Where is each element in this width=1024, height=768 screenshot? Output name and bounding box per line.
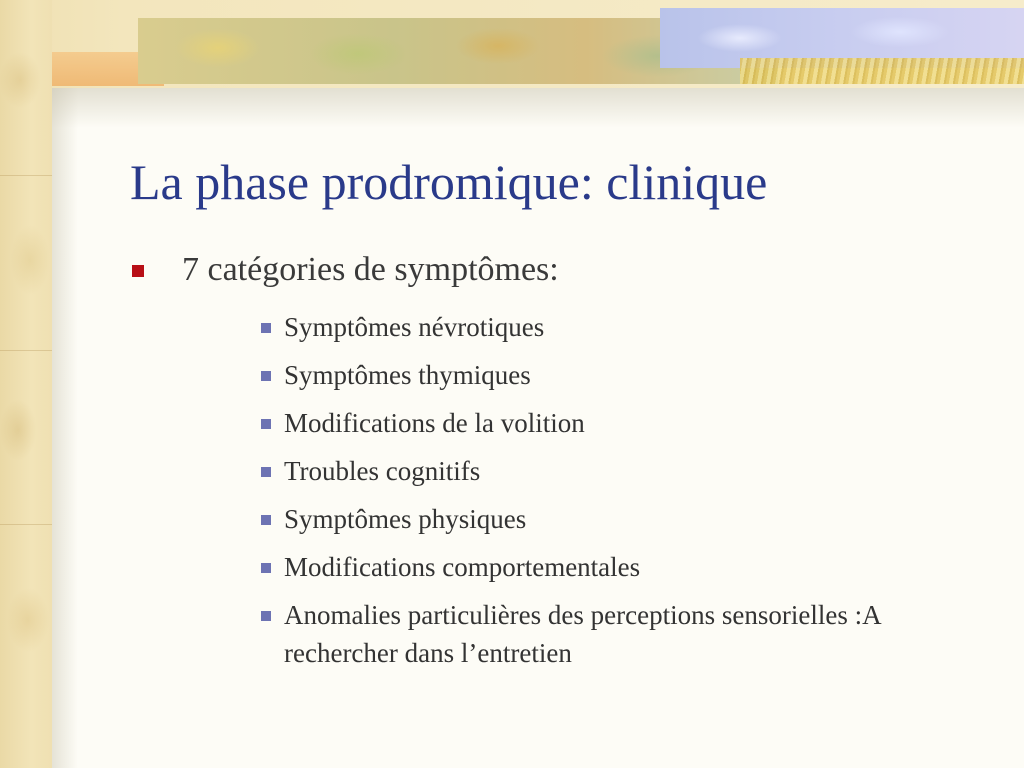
slide-title: La phase prodromique: clinique bbox=[130, 154, 768, 210]
decorative-banner bbox=[0, 0, 1024, 88]
left-shadow bbox=[52, 88, 78, 768]
strip-seam bbox=[0, 175, 52, 176]
list-item-text: Troubles cognitifs bbox=[284, 456, 481, 486]
banner-shadow bbox=[52, 88, 1024, 128]
square-bullet-icon bbox=[261, 467, 271, 477]
list-item-text: Anomalies particulières des perceptions sensorielles :A rechercher dans l’entretien bbox=[284, 600, 881, 668]
square-bullet-icon bbox=[261, 419, 271, 429]
list-item-text: Symptômes névrotiques bbox=[284, 312, 545, 342]
square-bullet-icon bbox=[261, 371, 271, 381]
square-bullet-icon bbox=[261, 323, 271, 333]
square-bullet-icon bbox=[261, 611, 271, 621]
level1-bullet-text: 7 catégories de symptômes: bbox=[182, 251, 559, 288]
square-bullet-icon bbox=[261, 563, 271, 573]
banner-grass-image bbox=[740, 58, 1024, 84]
list-item-text: Symptômes physiques bbox=[284, 504, 527, 534]
symptom-category-list bbox=[260, 308, 960, 682]
list-item bbox=[260, 404, 960, 442]
list-item-text: Modifications comportementales bbox=[284, 552, 641, 582]
list-item-text: Symptômes thymiques bbox=[284, 360, 531, 390]
list-item bbox=[260, 596, 960, 672]
list-item bbox=[260, 500, 960, 538]
list-item bbox=[260, 356, 960, 394]
list-item bbox=[260, 452, 960, 490]
list-item bbox=[260, 548, 960, 586]
strip-seam bbox=[0, 524, 52, 525]
decorative-left-strip bbox=[0, 0, 52, 768]
square-bullet-icon bbox=[132, 265, 144, 277]
list-item bbox=[260, 308, 960, 346]
square-bullet-icon bbox=[261, 515, 271, 525]
strip-seam bbox=[0, 350, 52, 351]
list-item-text: Modifications de la volition bbox=[284, 408, 585, 438]
